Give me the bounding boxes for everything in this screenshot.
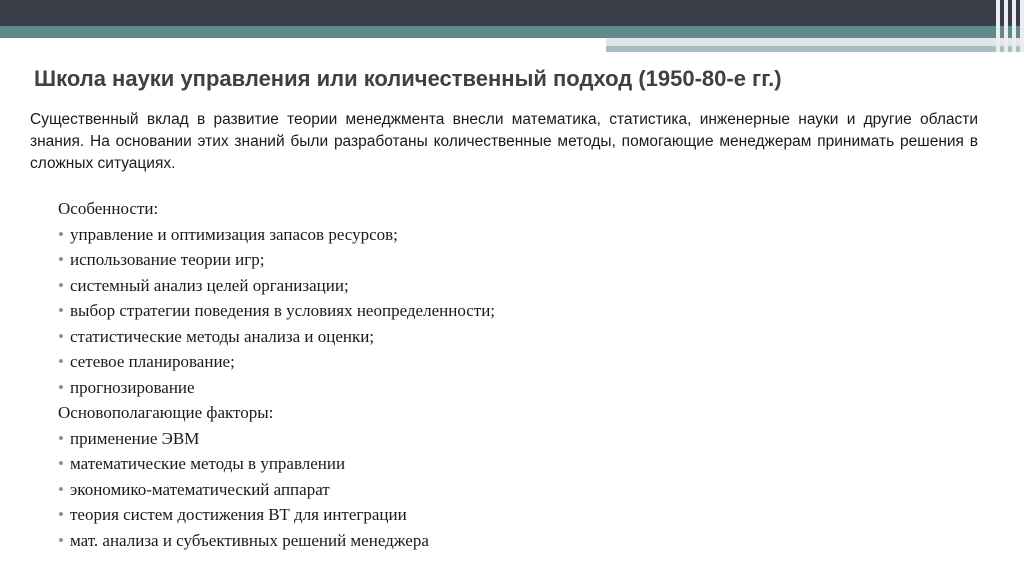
bullet-icon: • [58, 454, 64, 473]
list-item: • применение ЭВМ [58, 426, 938, 452]
bullet-icon: • [58, 479, 64, 499]
bullet-icon: • [58, 505, 64, 524]
factors-list [58, 426, 938, 554]
bullet-icon: • [58, 275, 64, 295]
bullet-icon: • [58, 377, 64, 397]
header-bar-teal [0, 26, 1024, 38]
list-item: • сетевое планирование; [58, 349, 938, 375]
bullet-icon: • [58, 530, 64, 550]
header-bar-dark [0, 0, 1024, 26]
intro-paragraph: Существенный вклад в развитие теории менеджмента внесли математика, статистика, инженерные науки и другие области знания. На основании этих знаний были разработаны количественные методы, помогающие менеджерам принимать решения в сложных ситуациях. [30, 111, 978, 172]
list-item: • математические методы в управлении [58, 451, 938, 477]
list-item: • управление и оптимизация запасов ресурсов; [58, 222, 938, 248]
list-item: • мат. анализа и субъективных решений менеджера [58, 528, 938, 554]
header-bar-accent [606, 46, 1024, 52]
slide-content [58, 196, 938, 553]
bullet-icon: • [58, 250, 64, 269]
bullet-icon: • [58, 224, 64, 244]
list-item: • системный анализ целей организации; [58, 273, 938, 299]
features-heading: Особенности: [58, 199, 159, 218]
list-item: • выбор стратегии поведения в условиях неопределенности; [58, 298, 938, 324]
list-item: • использование теории игр; [58, 247, 938, 273]
header-bar-light [606, 38, 1024, 46]
list-item: • статистические методы анализа и оценки; [58, 324, 938, 350]
list-item: • прогнозирование [58, 375, 938, 401]
factors-heading: Основополагающие факторы: [58, 403, 274, 422]
bullet-icon: • [58, 301, 64, 320]
list-item: • теория систем достижения ВТ для интеграции [58, 502, 938, 528]
features-list [58, 222, 938, 401]
slide-title: Школа науки управления или количественный подход (1950-80-е гг.) [34, 66, 782, 91]
header-stripes [996, 0, 1024, 52]
bullet-icon: • [58, 326, 64, 346]
bullet-icon: • [58, 428, 64, 448]
bullet-icon: • [58, 352, 64, 371]
list-item: • экономико-математический аппарат [58, 477, 938, 503]
